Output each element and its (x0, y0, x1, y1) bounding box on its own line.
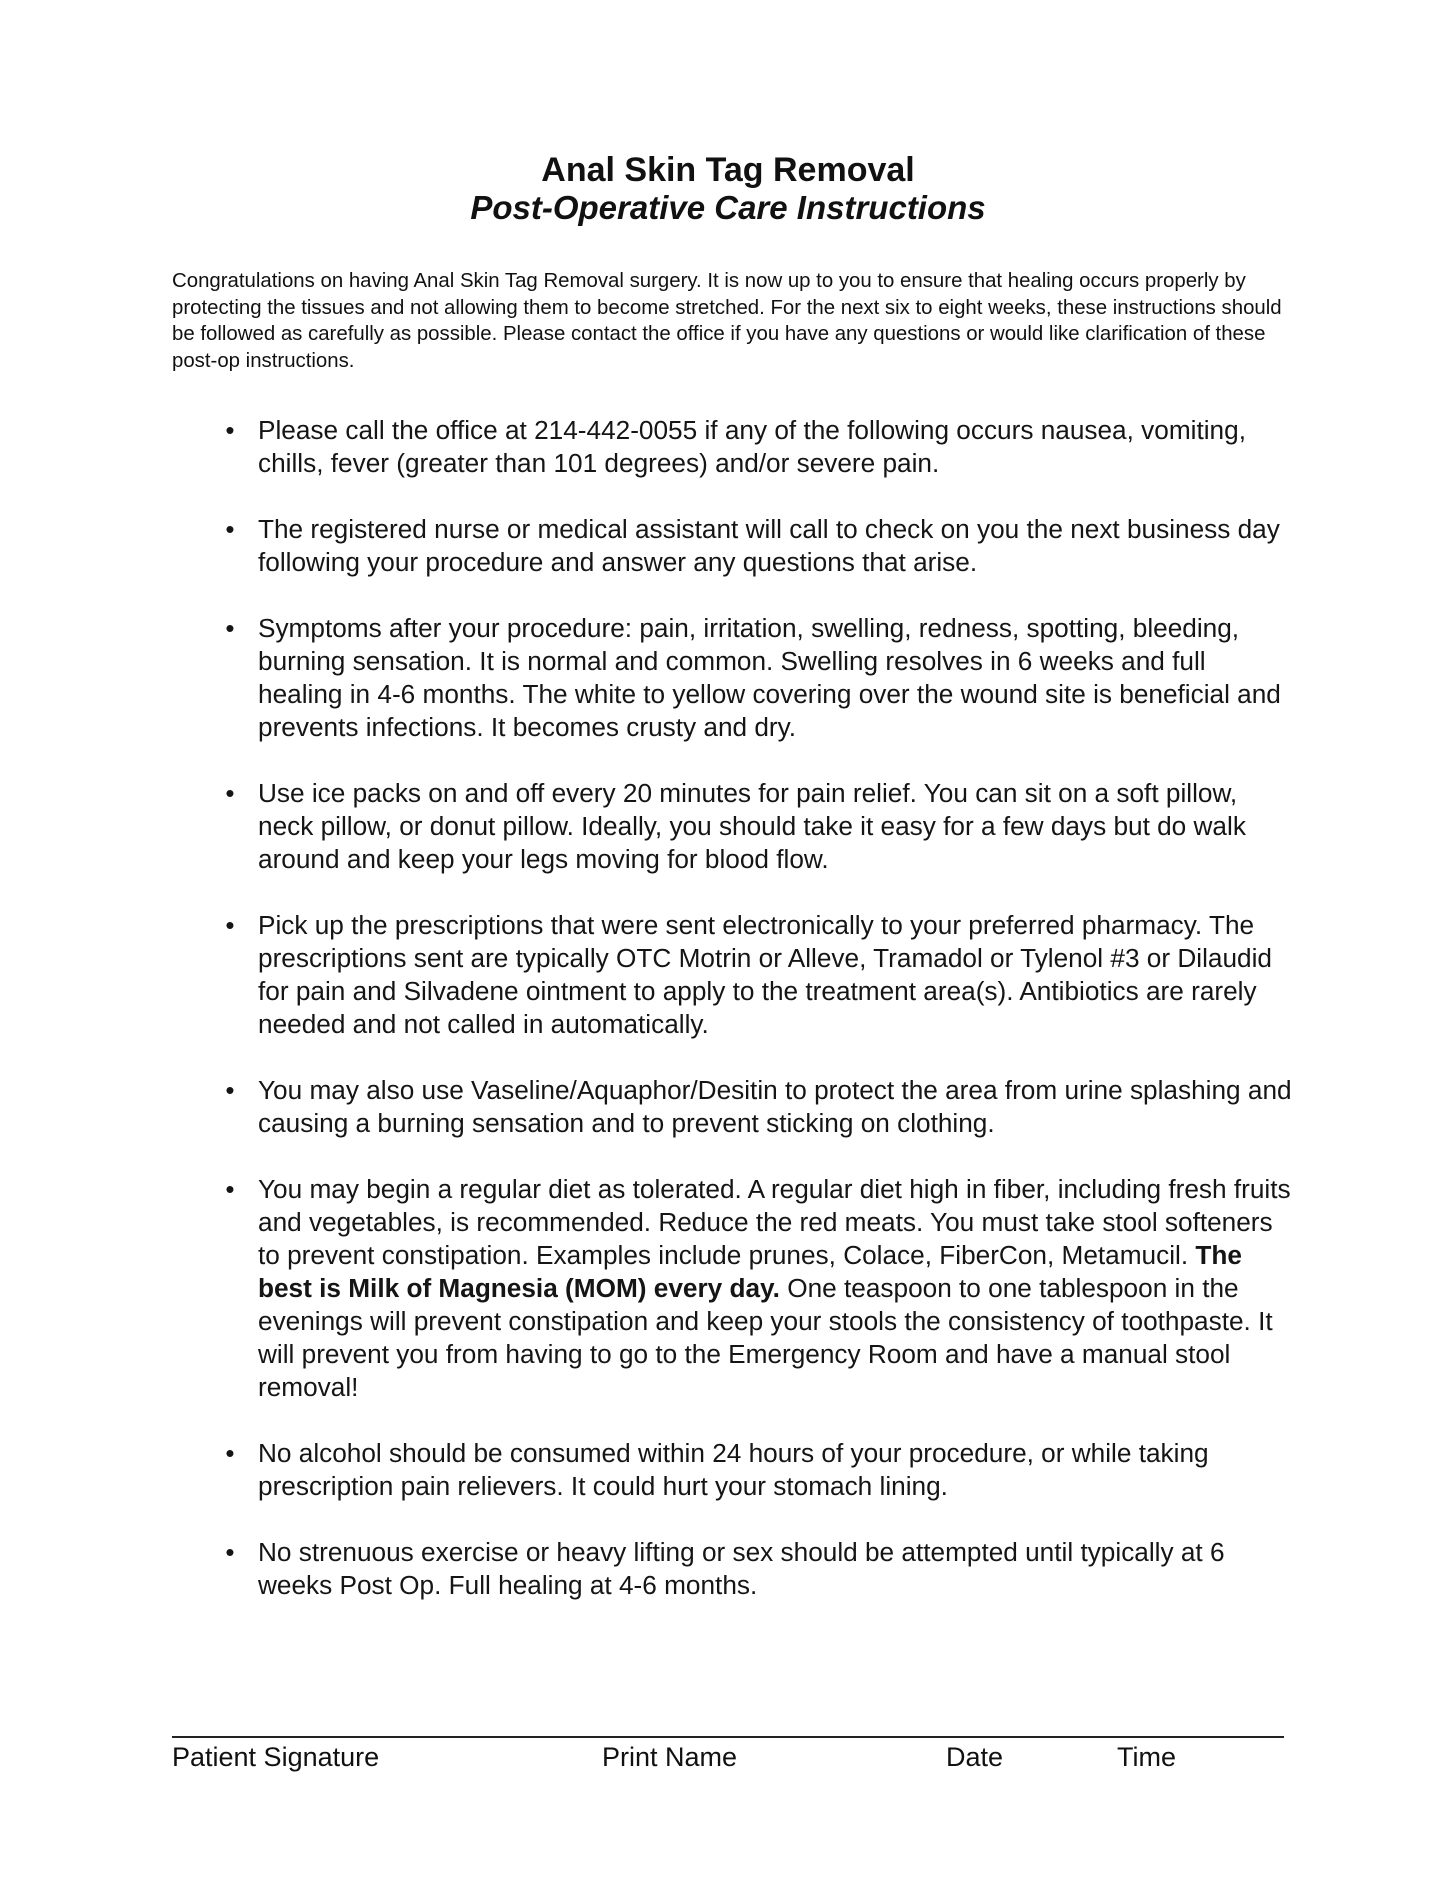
bullet-icon: • (225, 778, 235, 808)
instruction-text: Symptoms after your procedure: pain, irritation, swelling, redness, spotting, bleeding, burning sensation. It is normal and common. Swelling resolves in 6 weeks and full healing in 4-6 months. The white to yellow covering over the wound site is beneficial and prevents infections. It becomes crusty and dry. (258, 613, 1281, 742)
instruction-list (172, 414, 1292, 1635)
instruction-item-ice-packs (172, 777, 1292, 876)
instruction-text: No alcohol should be consumed within 24 hours of your procedure, or while taking prescription pain relievers. It could hurt your stomach lining. (258, 1438, 1209, 1501)
instruction-text: The registered nurse or medical assistant will call to check on you the next business day following your procedure and answer any questions that arise. (258, 514, 1280, 577)
instruction-item-prescriptions (172, 909, 1292, 1041)
bullet-icon: • (225, 1537, 235, 1567)
instruction-text: You may also use Vaseline/Aquaphor/Desitin to protect the area from urine splashing and causing a burning sensation and to prevent sticking on clothing. (258, 1075, 1292, 1138)
instruction-item-diet (172, 1173, 1292, 1404)
print-name-label: Print Name (602, 1742, 738, 1772)
bullet-icon: • (225, 1174, 235, 1204)
bullet-icon: • (225, 1438, 235, 1468)
bullet-icon: • (225, 1075, 235, 1105)
instruction-text-continued: One teaspoon to one tablespoon in the evenings will prevent constipation and keep your stools the consistency of toothpaste. It will prevent you from having to go to the Emergency Room and have a manual stool removal! (258, 1273, 1273, 1402)
bullet-icon: • (225, 415, 235, 445)
document-subtitle: Post-Operative Care Instructions (470, 189, 986, 226)
instruction-item-exercise (172, 1536, 1292, 1602)
instruction-text: Use ice packs on and off every 20 minutes for pain relief. You can sit on a soft pillow, neck pillow, or donut pillow. Ideally, you should take it easy for a few days but do walk around and keep your legs moving for blood flow. (258, 778, 1246, 874)
bullet-icon: • (225, 613, 235, 643)
bullet-icon: • (225, 910, 235, 940)
instruction-item-call-office (172, 414, 1292, 480)
instruction-item-ointment (172, 1074, 1292, 1140)
instruction-item-alcohol (172, 1437, 1292, 1503)
instruction-text: You may begin a regular diet as tolerated. A regular diet high in fiber, including fresh fruits and vegetables, is recommended. Reduce the red meats. You must take stool softeners to prevent constipation. Examples include prunes, Colace, FiberCon, Metamucil. (258, 1174, 1291, 1270)
patient-signature-label: Patient Signature (172, 1742, 380, 1772)
time-label: Time (1117, 1742, 1176, 1772)
instruction-text: Pick up the prescriptions that were sent electronically to your preferred pharmacy. The prescriptions sent are typically OTC Motrin or Alleve, Tramadol or Tylenol #3 or Dilaudid for pain and Silvadene ointment to apply to the treatment area(s). Antibiotics are rarely needed and not called in automatically. (258, 910, 1272, 1039)
instruction-emphasis: The best is Milk of Magnesia (MOM) every day. (258, 1240, 1242, 1303)
date-label: Date (946, 1742, 1004, 1772)
document-title: Anal Skin Tag Removal (541, 151, 915, 189)
instruction-text: No strenuous exercise or heavy lifting or sex should be attempted until typically at 6 weeks Post Op. Full healing at 4-6 months. (258, 1537, 1225, 1600)
intro-paragraph: Congratulations on having Anal Skin Tag Removal surgery. It is now up to you to ensure that healing occurs properly by protecting the tissues and not allowing them to become stretched. For the next six to eight weeks, these instructions should be followed as carefully as possible. Please contact the office if you have any questions or would like clarification of these post-op instructions. (172, 270, 1282, 372)
instruction-item-nurse-call (172, 513, 1292, 579)
instruction-text: Please call the office at 214-442-0055 if any of the following occurs nausea, vomiting, chills, fever (greater than 101 degrees) and/or severe pain. (258, 415, 1246, 478)
signature-line[interactable] (172, 1736, 1284, 1738)
instruction-item-symptoms (172, 612, 1292, 744)
bullet-icon: • (225, 514, 235, 544)
